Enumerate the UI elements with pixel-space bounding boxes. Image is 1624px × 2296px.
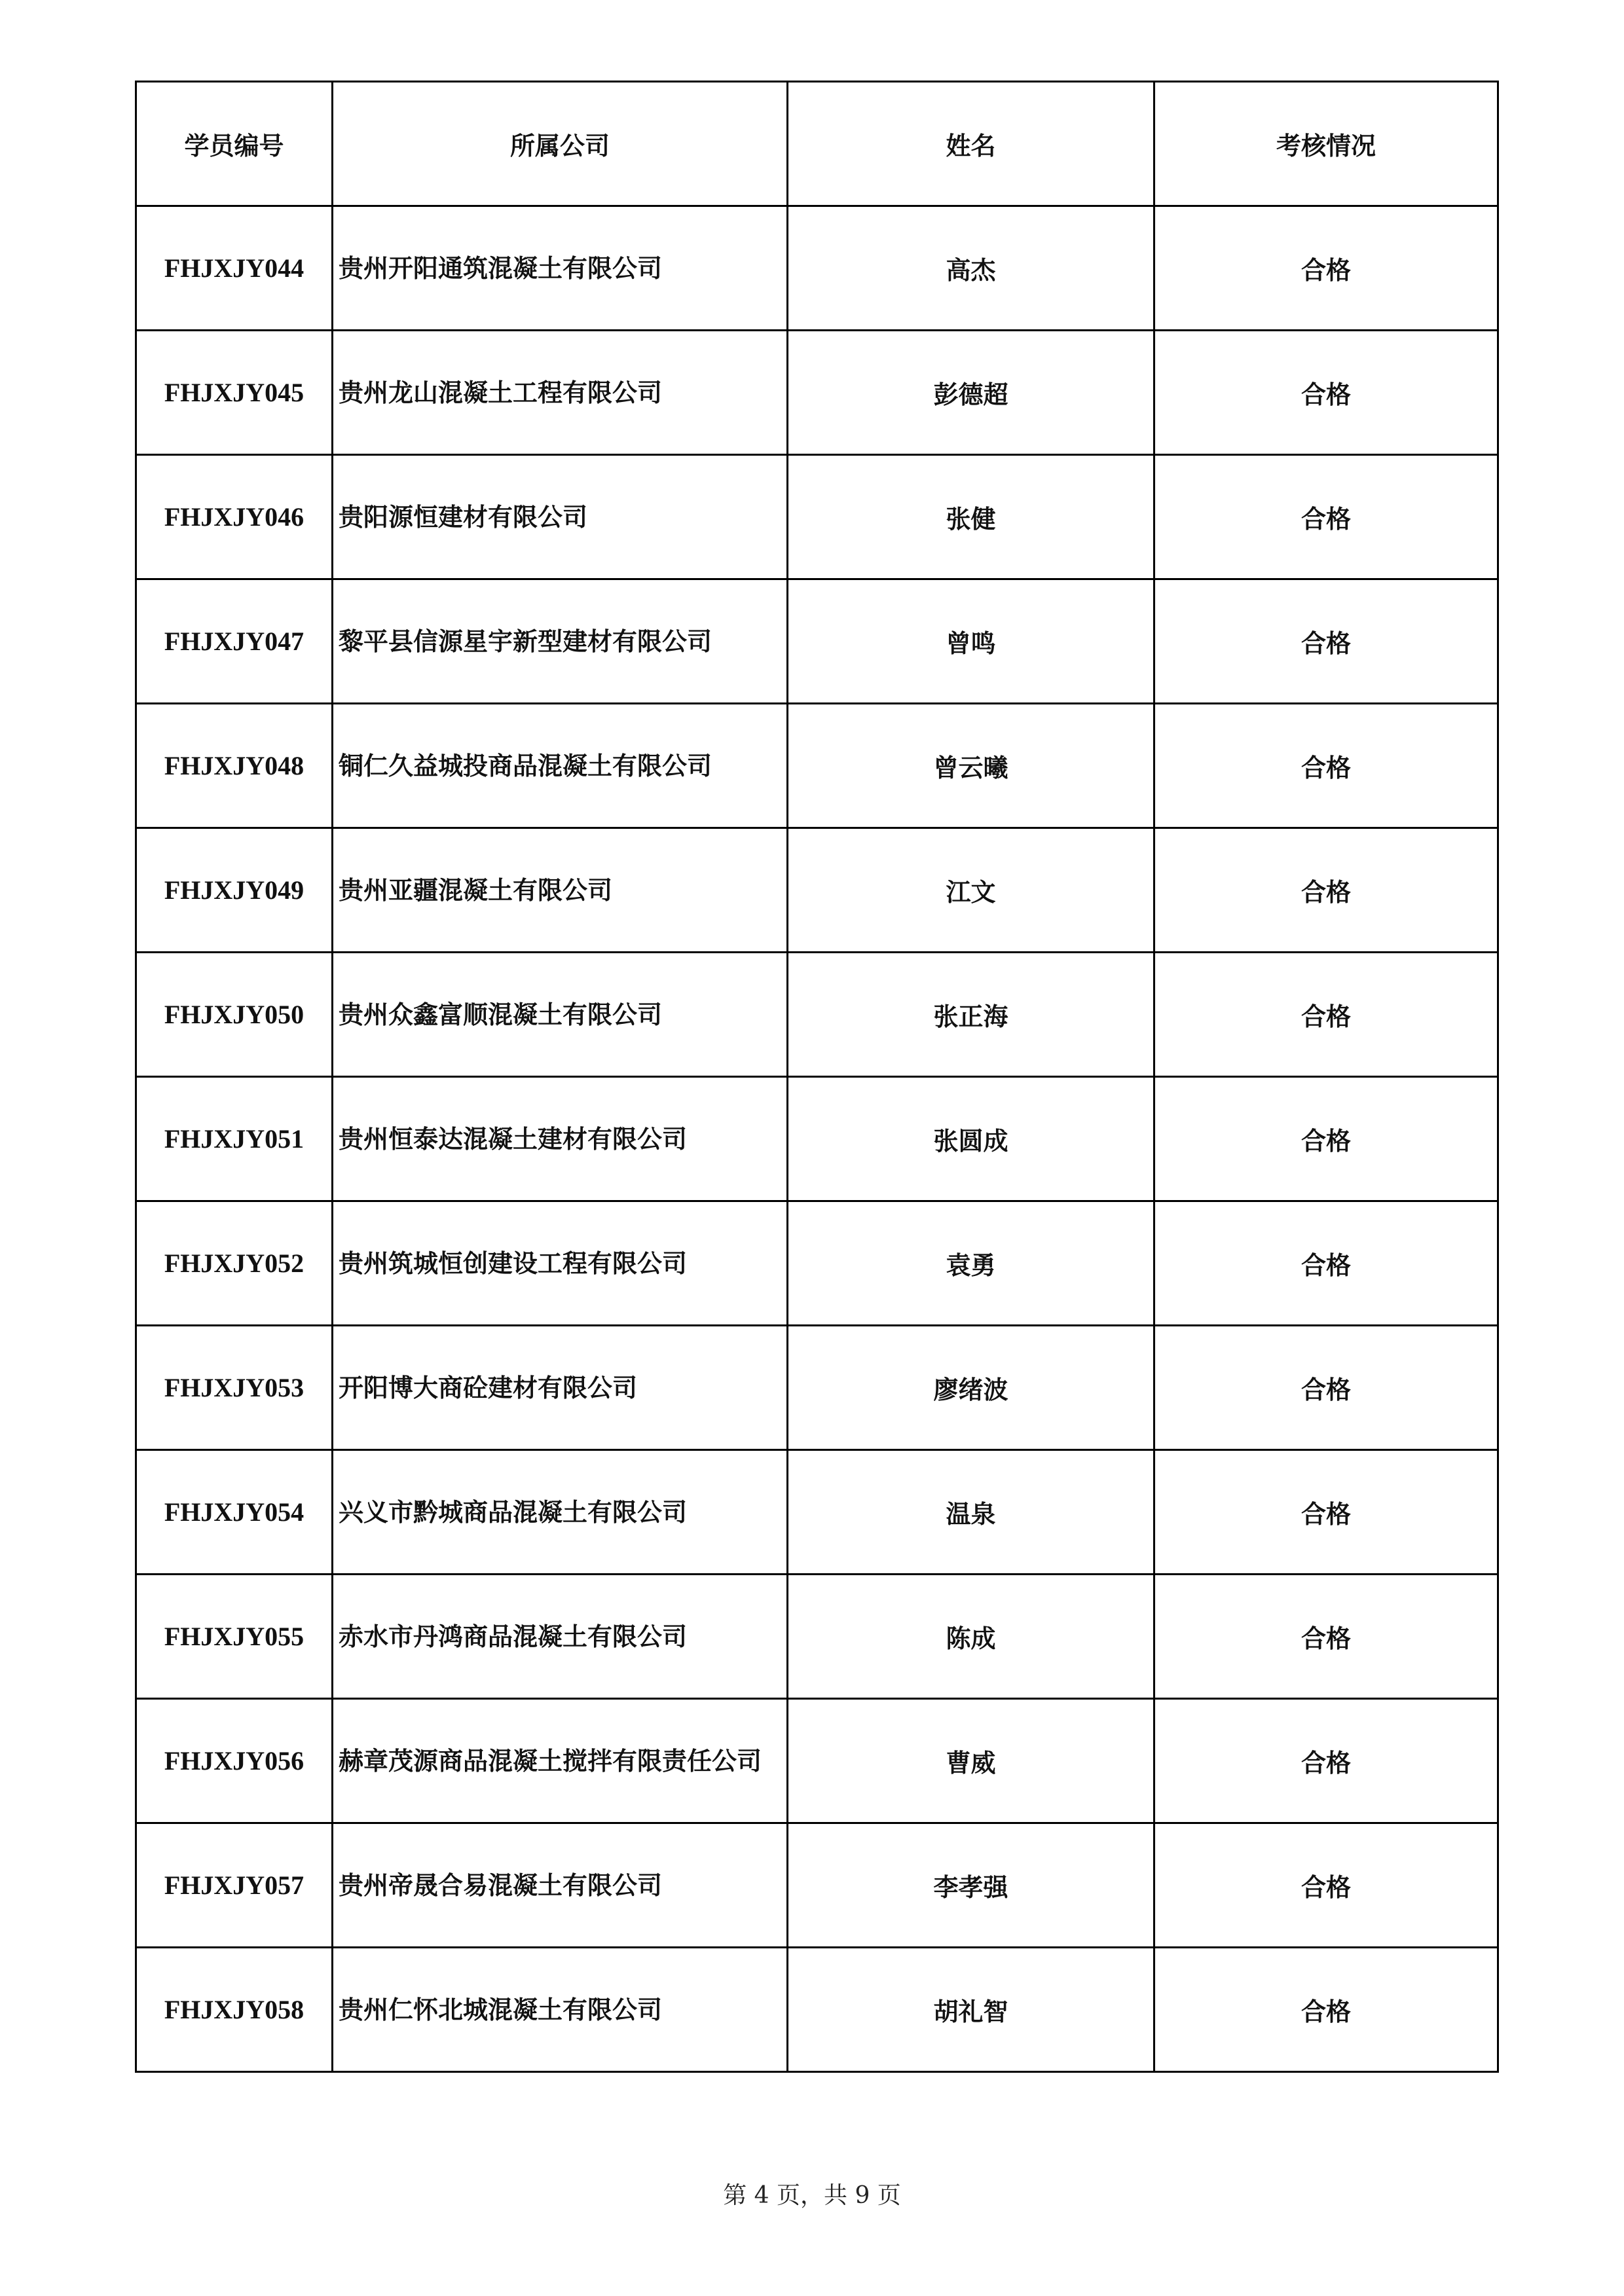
table-row <box>136 1326 1498 1450</box>
assessment-cell: 合格 <box>1154 1699 1498 1823</box>
name-cell: 胡礼智 <box>788 1948 1154 2072</box>
student-id-cell: FHJXJY049 <box>136 828 333 953</box>
company-cell: 贵州仁怀北城混凝土有限公司 <box>333 1948 788 2072</box>
name-cell: 李孝强 <box>788 1823 1154 1948</box>
assessment-cell: 合格 <box>1154 1575 1498 1699</box>
table-body <box>136 206 1498 2072</box>
company-cell: 铜仁久益城投商品混凝土有限公司 <box>333 704 788 828</box>
student-id-cell: FHJXJY048 <box>136 704 333 828</box>
name-cell: 曹威 <box>788 1699 1154 1823</box>
company-cell: 赫章茂源商品混凝土搅拌有限责任公司 <box>333 1699 788 1823</box>
table-row <box>136 1699 1498 1823</box>
assessment-cell: 合格 <box>1154 704 1498 828</box>
assessment-cell: 合格 <box>1154 1450 1498 1575</box>
assessment-cell: 合格 <box>1154 331 1498 455</box>
table-row <box>136 704 1498 828</box>
results-table-container <box>135 81 1497 2073</box>
assessment-cell: 合格 <box>1154 1948 1498 2072</box>
assessment-cell: 合格 <box>1154 1326 1498 1450</box>
company-cell: 兴义市黔城商品混凝土有限公司 <box>333 1450 788 1575</box>
student-id-cell: FHJXJY051 <box>136 1077 333 1201</box>
assessment-cell: 合格 <box>1154 579 1498 704</box>
assessment-cell: 合格 <box>1154 1201 1498 1326</box>
name-cell: 高杰 <box>788 206 1154 331</box>
assessment-cell: 合格 <box>1154 455 1498 579</box>
name-cell: 曾云曦 <box>788 704 1154 828</box>
company-cell: 贵州龙山混凝土工程有限公司 <box>333 331 788 455</box>
student-id-cell: FHJXJY055 <box>136 1575 333 1699</box>
table-row <box>136 455 1498 579</box>
company-cell: 贵州筑城恒创建设工程有限公司 <box>333 1201 788 1326</box>
name-cell: 江文 <box>788 828 1154 953</box>
company-cell: 贵州开阳通筑混凝土有限公司 <box>333 206 788 331</box>
table-row <box>136 828 1498 953</box>
table-row <box>136 1575 1498 1699</box>
header-company: 所属公司 <box>333 82 788 206</box>
name-cell: 张圆成 <box>788 1077 1154 1201</box>
student-id-cell: FHJXJY050 <box>136 953 333 1077</box>
student-id-cell: FHJXJY057 <box>136 1823 333 1948</box>
assessment-cell: 合格 <box>1154 1077 1498 1201</box>
table-row <box>136 579 1498 704</box>
name-cell: 温泉 <box>788 1450 1154 1575</box>
table-row <box>136 1450 1498 1575</box>
student-id-cell: FHJXJY058 <box>136 1948 333 2072</box>
assessment-cell: 合格 <box>1154 1823 1498 1948</box>
assessment-cell: 合格 <box>1154 953 1498 1077</box>
student-id-cell: FHJXJY047 <box>136 579 333 704</box>
assessment-cell: 合格 <box>1154 828 1498 953</box>
name-cell: 曾鸣 <box>788 579 1154 704</box>
table-row <box>136 1823 1498 1948</box>
company-cell: 贵州恒泰达混凝土建材有限公司 <box>333 1077 788 1201</box>
student-id-cell: FHJXJY052 <box>136 1201 333 1326</box>
name-cell: 袁勇 <box>788 1201 1154 1326</box>
header-name: 姓名 <box>788 82 1154 206</box>
student-id-cell: FHJXJY045 <box>136 331 333 455</box>
student-id-cell: FHJXJY054 <box>136 1450 333 1575</box>
name-cell: 彭德超 <box>788 331 1154 455</box>
page-footer: 第 4 页，共 9 页 <box>723 2182 901 2209</box>
name-cell: 陈成 <box>788 1575 1154 1699</box>
table-row <box>136 331 1498 455</box>
table-row <box>136 1201 1498 1326</box>
company-cell: 开阳博大商砼建材有限公司 <box>333 1326 788 1450</box>
student-id-cell: FHJXJY053 <box>136 1326 333 1450</box>
company-cell: 贵州众鑫富顺混凝土有限公司 <box>333 953 788 1077</box>
table-row <box>136 1948 1498 2072</box>
name-cell: 张正海 <box>788 953 1154 1077</box>
student-id-cell: FHJXJY046 <box>136 455 333 579</box>
table-row <box>136 953 1498 1077</box>
table-row <box>136 1077 1498 1201</box>
name-cell: 廖绪波 <box>788 1326 1154 1450</box>
table-header-row <box>136 82 1498 206</box>
student-id-cell: FHJXJY056 <box>136 1699 333 1823</box>
company-cell: 贵州帝晟合易混凝土有限公司 <box>333 1823 788 1948</box>
header-assessment: 考核情况 <box>1154 82 1498 206</box>
company-cell: 贵州亚疆混凝土有限公司 <box>333 828 788 953</box>
assessment-cell: 合格 <box>1154 206 1498 331</box>
student-id-cell: FHJXJY044 <box>136 206 333 331</box>
company-cell: 黎平县信源星宇新型建材有限公司 <box>333 579 788 704</box>
company-cell: 赤水市丹鸿商品混凝土有限公司 <box>333 1575 788 1699</box>
name-cell: 张健 <box>788 455 1154 579</box>
header-student-id: 学员编号 <box>136 82 333 206</box>
table-row <box>136 206 1498 331</box>
results-table <box>135 81 1499 2073</box>
company-cell: 贵阳源恒建材有限公司 <box>333 455 788 579</box>
